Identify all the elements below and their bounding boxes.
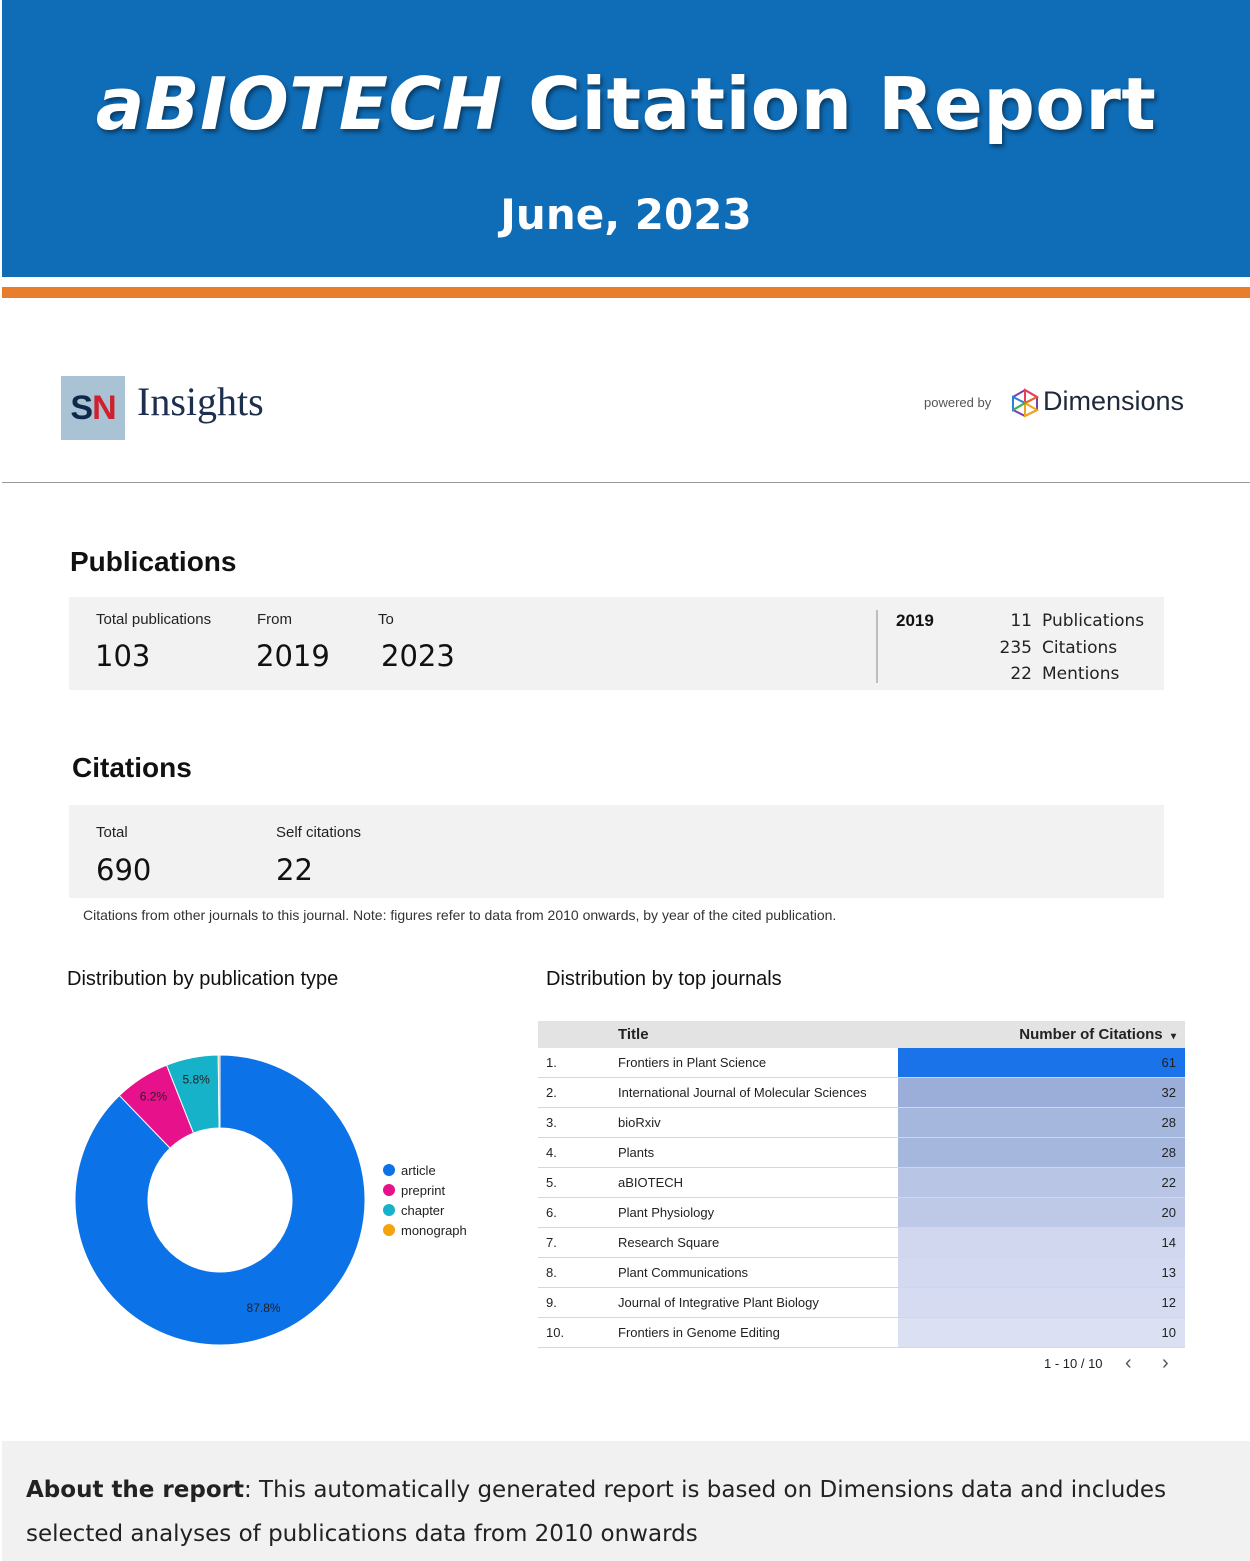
row-journal-title: Frontiers in Genome Editing (618, 1325, 780, 1340)
legend-item-article (383, 1160, 467, 1180)
year-mentions-count: 22 (1010, 664, 1032, 684)
legend-label: chapter (401, 1202, 445, 1218)
from-value: 2019 (256, 639, 330, 673)
row-citation-count: 20 (898, 1198, 1185, 1227)
to-value: 2023 (381, 639, 455, 673)
citations-total-label: Total (96, 824, 128, 841)
row-journal-title: aBIOTECH (618, 1175, 684, 1190)
slice-label-article: 87.8% (246, 1301, 281, 1316)
row-rank: 4. (546, 1145, 557, 1160)
table-row[interactable] (538, 1168, 1185, 1198)
year-label: 2019 (896, 611, 934, 630)
row-citation-count: 12 (898, 1288, 1185, 1317)
citations-heading: Citations (72, 752, 192, 783)
row-rank: 10. (546, 1325, 565, 1340)
self-citations-label: Self citations (276, 824, 362, 841)
legend-item-monograph (383, 1220, 467, 1240)
row-journal-title: International Journal of Molecular Sciences (618, 1085, 867, 1100)
citations-column-label: Number of Citations (1019, 1026, 1163, 1043)
year-publications-label: Publications (1042, 611, 1145, 631)
slice-label-preprint: 6.2% (139, 1089, 168, 1104)
row-citation-count: 32 (898, 1078, 1185, 1107)
title-text: Citation Report (528, 62, 1157, 146)
publications-heading: Publications (70, 546, 237, 577)
about-label: About the report (26, 1477, 244, 1503)
citations-note: Citations from other journals to this journal. Note: figures refer to data from 2010 onwards, by year of the cited publication. (83, 907, 837, 923)
table-row[interactable] (538, 1048, 1185, 1078)
sn-logo (61, 376, 125, 440)
next-page-icon[interactable]: › (1162, 1352, 1169, 1374)
pagination-label: 1 - 10 / 10 (1044, 1356, 1103, 1371)
top-journals-table (538, 1021, 1185, 1348)
report-date: June, 2023 (500, 190, 752, 239)
sn-logo-n: N (92, 388, 116, 427)
row-citation-count: 28 (898, 1138, 1185, 1167)
powered-by-label: powered by (924, 395, 992, 410)
dimensions-wordmark: Dimensions (1043, 386, 1185, 416)
report-title (2, 62, 1250, 146)
row-rank: 5. (546, 1175, 557, 1190)
header-banner (2, 0, 1250, 277)
journal-name: aBIOTECH (95, 62, 503, 146)
row-citation-count: 22 (898, 1168, 1185, 1197)
total-publications-value: 103 (95, 639, 151, 673)
row-journal-title: Journal of Integrative Plant Biology (618, 1295, 819, 1310)
row-rank: 2. (546, 1085, 557, 1100)
table-row[interactable] (538, 1138, 1185, 1168)
table-body (538, 1048, 1185, 1348)
legend-swatch (383, 1184, 395, 1196)
chart-legend (383, 1160, 467, 1240)
publications-panel (69, 597, 1164, 690)
row-rank: 1. (546, 1055, 557, 1070)
table-row[interactable] (538, 1288, 1185, 1318)
row-journal-title: Frontiers in Plant Science (618, 1055, 767, 1070)
legend-item-chapter (383, 1200, 467, 1220)
row-rank: 3. (546, 1115, 557, 1130)
dimensions-logo-icon (1009, 388, 1041, 418)
row-journal-title: Plant Physiology (618, 1205, 715, 1220)
slice-label-chapter: 5.8% (182, 1072, 210, 1087)
total-publications-label: Total publications (96, 611, 212, 628)
row-rank: 6. (546, 1205, 557, 1220)
year-publications-count: 11 (1010, 611, 1032, 631)
year-mentions-label: Mentions (1042, 664, 1120, 684)
row-journal-title: bioRxiv (618, 1115, 661, 1130)
about-body: : This automatically generated report is based on Dimensions data and includes selected analyses of publications data from 2010 onwards (26, 1477, 1167, 1547)
legend-item-preprint (383, 1180, 467, 1200)
from-label: From (257, 611, 292, 628)
prev-page-icon[interactable]: ‹ (1125, 1352, 1132, 1374)
publication-type-heading: Distribution by publication type (67, 968, 339, 990)
table-row[interactable] (538, 1318, 1185, 1348)
row-journal-title: Plants (618, 1145, 655, 1160)
accent-bar (2, 287, 1250, 298)
row-citation-count: 14 (898, 1228, 1185, 1257)
legend-swatch (383, 1224, 395, 1236)
about-report-text (26, 1468, 1226, 1556)
citations-column-header[interactable] (898, 1021, 1185, 1048)
table-row[interactable] (538, 1258, 1185, 1288)
self-citations-value: 22 (276, 853, 313, 887)
sort-desc-icon: ▾ (1170, 1031, 1176, 1042)
year-citations-label: Citations (1042, 638, 1118, 658)
table-row[interactable] (538, 1228, 1185, 1258)
legend-label: preprint (401, 1182, 446, 1198)
separator (2, 482, 1250, 483)
table-row[interactable] (538, 1198, 1185, 1228)
row-citation-count: 61 (898, 1048, 1185, 1077)
legend-label: article (401, 1162, 436, 1178)
sn-logo-s: S (70, 388, 93, 427)
legend-label: monograph (401, 1222, 467, 1238)
row-journal-title: Plant Communications (618, 1265, 749, 1280)
row-citation-count: 13 (898, 1258, 1185, 1287)
legend-swatch (383, 1164, 395, 1176)
panel-divider (876, 610, 878, 683)
insights-wordmark: Insights (137, 379, 264, 424)
table-row[interactable] (538, 1078, 1185, 1108)
row-rank: 7. (546, 1235, 557, 1250)
title-column-header[interactable]: Title (618, 1026, 649, 1043)
top-journals-heading: Distribution by top journals (546, 968, 782, 990)
legend-swatch (383, 1204, 395, 1216)
row-journal-title: Research Square (618, 1235, 720, 1250)
table-row[interactable] (538, 1108, 1185, 1138)
row-rank: 8. (546, 1265, 557, 1280)
row-citation-count: 28 (898, 1108, 1185, 1137)
year-citations-count: 235 (999, 638, 1032, 658)
row-citation-count: 10 (898, 1318, 1185, 1347)
citations-panel (69, 805, 1164, 898)
to-label: To (378, 611, 394, 628)
publication-type-donut-chart (60, 1040, 380, 1360)
row-rank: 9. (546, 1295, 557, 1310)
table-header (538, 1021, 1185, 1048)
citations-total-value: 690 (96, 853, 152, 887)
